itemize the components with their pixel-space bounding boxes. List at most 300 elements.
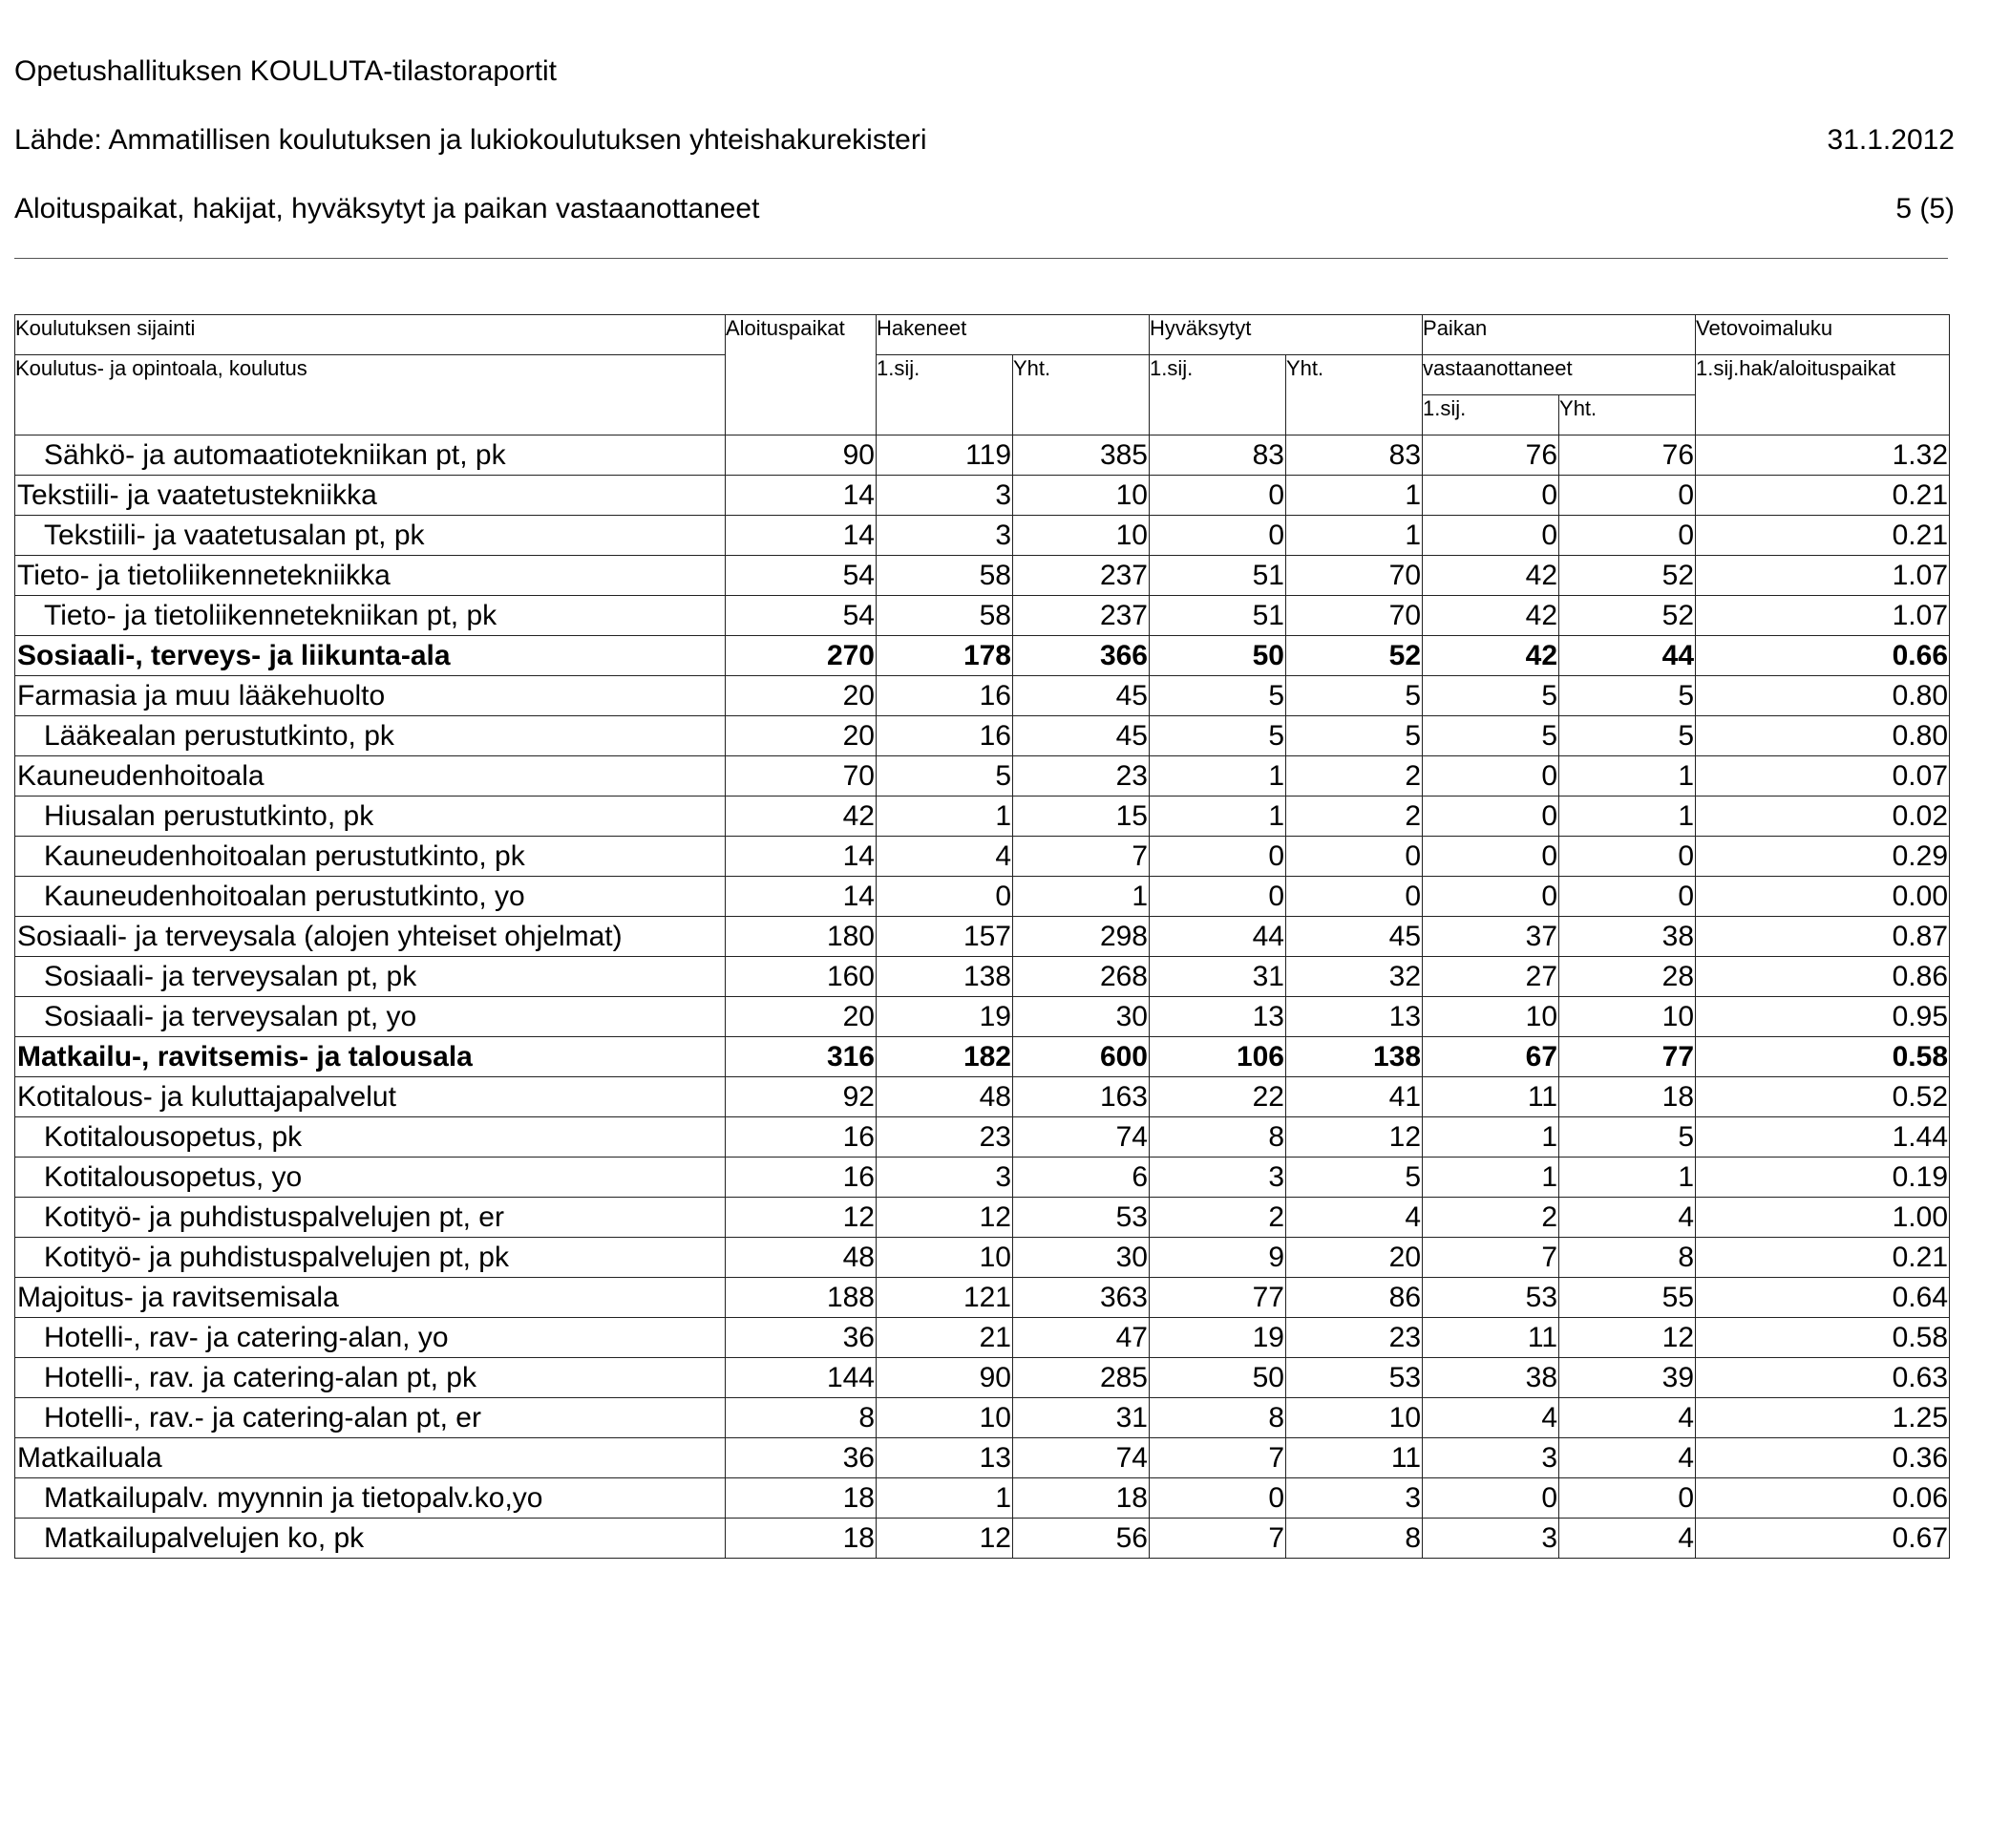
cell-received-total: 76 — [1559, 435, 1696, 476]
cell-starting-places: 14 — [726, 837, 877, 877]
row-label: Majoitus- ja ravitsemisala — [15, 1278, 726, 1318]
cell-received-first: 38 — [1423, 1358, 1559, 1398]
header-divider — [14, 258, 1948, 259]
cell-applicants-total: 18 — [1013, 1478, 1150, 1519]
cell-accepted-first: 83 — [1150, 435, 1286, 476]
cell-received-total: 12 — [1559, 1318, 1696, 1358]
cell-received-first: 5 — [1423, 716, 1559, 756]
cell-attraction: 0.58 — [1696, 1037, 1950, 1077]
cell-applicants-first: 16 — [877, 716, 1013, 756]
cell-starting-places: 160 — [726, 957, 877, 997]
row-label: Matkailuala — [15, 1438, 726, 1478]
cell-applicants-first: 157 — [877, 917, 1013, 957]
col-received-first-header: 1.sij. — [1423, 395, 1559, 435]
cell-accepted-first: 3 — [1150, 1158, 1286, 1198]
table-row — [15, 435, 1950, 476]
cell-received-first: 67 — [1423, 1037, 1559, 1077]
cell-attraction: 0.67 — [1696, 1519, 1950, 1559]
cell-applicants-first: 23 — [877, 1117, 1013, 1158]
cell-applicants-first: 182 — [877, 1037, 1013, 1077]
cell-starting-places: 20 — [726, 716, 877, 756]
cell-accepted-total: 23 — [1286, 1318, 1423, 1358]
table-row — [15, 636, 1950, 676]
row-label: Sosiaali-, terveys- ja liikunta-ala — [15, 636, 726, 676]
row-label: Kotityö- ja puhdistuspalvelujen pt, pk — [15, 1238, 726, 1278]
cell-applicants-total: 10 — [1013, 476, 1150, 516]
cell-accepted-first: 77 — [1150, 1278, 1286, 1318]
table-row — [15, 1318, 1950, 1358]
table-row — [15, 1238, 1950, 1278]
cell-received-total: 4 — [1559, 1198, 1696, 1238]
cell-accepted-total: 138 — [1286, 1037, 1423, 1077]
table-row — [15, 676, 1950, 716]
cell-accepted-total: 2 — [1286, 797, 1423, 837]
cell-attraction: 0.80 — [1696, 676, 1950, 716]
cell-accepted-total: 13 — [1286, 997, 1423, 1037]
cell-received-total: 5 — [1559, 676, 1696, 716]
cell-starting-places: 20 — [726, 997, 877, 1037]
cell-applicants-total: 45 — [1013, 676, 1150, 716]
page-number: 5 (5) — [1895, 193, 1955, 224]
cell-received-first: 0 — [1423, 516, 1559, 556]
cell-applicants-first: 12 — [877, 1198, 1013, 1238]
cell-applicants-total: 6 — [1013, 1158, 1150, 1198]
cell-accepted-first: 9 — [1150, 1238, 1286, 1278]
cell-received-first: 3 — [1423, 1438, 1559, 1478]
cell-received-total: 18 — [1559, 1077, 1696, 1117]
col-accepted-header: Hyväksytyt — [1150, 315, 1423, 355]
cell-accepted-first: 51 — [1150, 596, 1286, 636]
table-row — [15, 716, 1950, 756]
cell-starting-places: 12 — [726, 1198, 877, 1238]
cell-accepted-first: 7 — [1150, 1438, 1286, 1478]
cell-attraction: 0.21 — [1696, 516, 1950, 556]
cell-accepted-total: 5 — [1286, 716, 1423, 756]
cell-accepted-total: 86 — [1286, 1278, 1423, 1318]
cell-accepted-first: 2 — [1150, 1198, 1286, 1238]
cell-received-total: 77 — [1559, 1037, 1696, 1077]
table-row — [15, 997, 1950, 1037]
cell-applicants-first: 121 — [877, 1278, 1013, 1318]
row-label: Kauneudenhoitoalan perustutkinto, pk — [15, 837, 726, 877]
row-label: Kotitalous- ja kuluttajapalvelut — [15, 1077, 726, 1117]
cell-received-first: 42 — [1423, 636, 1559, 676]
cell-attraction: 0.19 — [1696, 1158, 1950, 1198]
cell-accepted-first: 5 — [1150, 716, 1286, 756]
cell-received-first: 1 — [1423, 1117, 1559, 1158]
cell-starting-places: 14 — [726, 877, 877, 917]
cell-starting-places: 70 — [726, 756, 877, 797]
cell-accepted-total: 2 — [1286, 756, 1423, 797]
table-row — [15, 1117, 1950, 1158]
data-source: Lähde: Ammatillisen koulutuksen ja lukiokoulutuksen yhteishakurekisteri — [14, 124, 927, 156]
cell-applicants-first: 3 — [877, 476, 1013, 516]
cell-applicants-first: 3 — [877, 1158, 1013, 1198]
table-row — [15, 797, 1950, 837]
cell-received-first: 5 — [1423, 676, 1559, 716]
cell-applicants-first: 119 — [877, 435, 1013, 476]
cell-attraction: 0.36 — [1696, 1438, 1950, 1478]
cell-accepted-total: 70 — [1286, 596, 1423, 636]
cell-accepted-total: 41 — [1286, 1077, 1423, 1117]
row-label: Kauneudenhoitoala — [15, 756, 726, 797]
row-label: Kotitalousopetus, yo — [15, 1158, 726, 1198]
cell-applicants-total: 298 — [1013, 917, 1150, 957]
cell-attraction: 0.95 — [1696, 997, 1950, 1037]
cell-applicants-first: 58 — [877, 596, 1013, 636]
row-label: Tieto- ja tietoliikennetekniikka — [15, 556, 726, 596]
cell-accepted-first: 50 — [1150, 1358, 1286, 1398]
cell-applicants-first: 16 — [877, 676, 1013, 716]
col-applicants-first-header: 1.sij. — [877, 355, 1013, 435]
cell-attraction: 1.00 — [1696, 1198, 1950, 1238]
cell-starting-places: 42 — [726, 797, 877, 837]
cell-received-total: 0 — [1559, 877, 1696, 917]
cell-received-total: 52 — [1559, 556, 1696, 596]
cell-accepted-first: 106 — [1150, 1037, 1286, 1077]
cell-starting-places: 14 — [726, 516, 877, 556]
cell-attraction: 1.32 — [1696, 435, 1950, 476]
cell-accepted-first: 8 — [1150, 1117, 1286, 1158]
row-label: Tieto- ja tietoliikennetekniikan pt, pk — [15, 596, 726, 636]
cell-accepted-total: 8 — [1286, 1519, 1423, 1559]
cell-attraction: 0.07 — [1696, 756, 1950, 797]
cell-applicants-first: 19 — [877, 997, 1013, 1037]
cell-accepted-total: 20 — [1286, 1238, 1423, 1278]
row-label: Matkailupalv. myynnin ja tietopalv.ko,yo — [15, 1478, 726, 1519]
cell-starting-places: 8 — [726, 1398, 877, 1438]
cell-attraction: 0.86 — [1696, 957, 1950, 997]
table-row — [15, 1438, 1950, 1478]
table-row — [15, 957, 1950, 997]
cell-accepted-total: 5 — [1286, 1158, 1423, 1198]
cell-applicants-total: 74 — [1013, 1438, 1150, 1478]
row-label: Matkailupalvelujen ko, pk — [15, 1519, 726, 1559]
row-label: Hotelli-, rav- ja catering-alan, yo — [15, 1318, 726, 1358]
cell-attraction: 0.63 — [1696, 1358, 1950, 1398]
table-row — [15, 917, 1950, 957]
cell-received-first: 42 — [1423, 596, 1559, 636]
cell-accepted-first: 22 — [1150, 1077, 1286, 1117]
cell-applicants-first: 3 — [877, 516, 1013, 556]
cell-applicants-first: 0 — [877, 877, 1013, 917]
table-row — [15, 877, 1950, 917]
cell-applicants-total: 23 — [1013, 756, 1150, 797]
cell-starting-places: 188 — [726, 1278, 877, 1318]
row-label: Tekstiili- ja vaatetustekniikka — [15, 476, 726, 516]
cell-applicants-total: 30 — [1013, 997, 1150, 1037]
cell-received-total: 4 — [1559, 1438, 1696, 1478]
col-accepted-first-header: 1.sij. — [1150, 355, 1286, 435]
cell-attraction: 0.64 — [1696, 1278, 1950, 1318]
row-label: Hiusalan perustutkinto, pk — [15, 797, 726, 837]
cell-received-first: 10 — [1423, 997, 1559, 1037]
cell-received-total: 5 — [1559, 716, 1696, 756]
cell-applicants-first: 10 — [877, 1398, 1013, 1438]
table-row — [15, 1037, 1950, 1077]
cell-applicants-total: 1 — [1013, 877, 1150, 917]
cell-received-total: 4 — [1559, 1519, 1696, 1559]
cell-received-first: 76 — [1423, 435, 1559, 476]
cell-starting-places: 316 — [726, 1037, 877, 1077]
cell-received-total: 0 — [1559, 837, 1696, 877]
cell-received-total: 5 — [1559, 1117, 1696, 1158]
cell-starting-places: 18 — [726, 1478, 877, 1519]
row-label: Sosiaali- ja terveysalan pt, pk — [15, 957, 726, 997]
col-place-header: Paikan — [1423, 315, 1696, 355]
cell-received-first: 7 — [1423, 1238, 1559, 1278]
cell-applicants-total: 237 — [1013, 556, 1150, 596]
cell-received-total: 39 — [1559, 1358, 1696, 1398]
cell-accepted-first: 44 — [1150, 917, 1286, 957]
cell-attraction: 1.25 — [1696, 1398, 1950, 1438]
cell-attraction: 0.87 — [1696, 917, 1950, 957]
cell-applicants-first: 5 — [877, 756, 1013, 797]
cell-accepted-first: 19 — [1150, 1318, 1286, 1358]
table-row — [15, 1358, 1950, 1398]
cell-accepted-total: 83 — [1286, 435, 1423, 476]
report-subtitle: Aloituspaikat, hakijat, hyväksytyt ja paikan vastaanottaneet — [14, 193, 760, 224]
cell-received-total: 8 — [1559, 1238, 1696, 1278]
cell-received-first: 4 — [1423, 1398, 1559, 1438]
report-title: Opetushallituksen KOULUTA-tilastoraportit — [14, 55, 558, 87]
cell-applicants-first: 1 — [877, 1478, 1013, 1519]
cell-received-total: 0 — [1559, 1478, 1696, 1519]
col-accepted-total-header: Yht. — [1286, 355, 1423, 435]
table-body — [15, 435, 1950, 1559]
table-header — [15, 315, 1950, 435]
cell-attraction: 0.52 — [1696, 1077, 1950, 1117]
row-label: Sosiaali- ja terveysalan pt, yo — [15, 997, 726, 1037]
cell-received-first: 0 — [1423, 877, 1559, 917]
table-row — [15, 556, 1950, 596]
cell-applicants-total: 10 — [1013, 516, 1150, 556]
table-row — [15, 1478, 1950, 1519]
cell-accepted-total: 45 — [1286, 917, 1423, 957]
cell-applicants-total: 53 — [1013, 1198, 1150, 1238]
cell-applicants-total: 163 — [1013, 1077, 1150, 1117]
cell-applicants-total: 74 — [1013, 1117, 1150, 1158]
cell-attraction: 0.80 — [1696, 716, 1950, 756]
cell-applicants-first: 10 — [877, 1238, 1013, 1278]
row-label: Kauneudenhoitoalan perustutkinto, yo — [15, 877, 726, 917]
cell-applicants-total: 600 — [1013, 1037, 1150, 1077]
cell-accepted-total: 1 — [1286, 476, 1423, 516]
row-label: Farmasia ja muu lääkehuolto — [15, 676, 726, 716]
table-row — [15, 1278, 1950, 1318]
cell-applicants-first: 48 — [877, 1077, 1013, 1117]
cell-accepted-first: 13 — [1150, 997, 1286, 1037]
cell-applicants-total: 385 — [1013, 435, 1150, 476]
cell-accepted-total: 70 — [1286, 556, 1423, 596]
row-label: Matkailu-, ravitsemis- ja talousala — [15, 1037, 726, 1077]
statistics-table — [14, 314, 1950, 1559]
cell-applicants-total: 366 — [1013, 636, 1150, 676]
cell-accepted-total: 0 — [1286, 877, 1423, 917]
cell-accepted-total: 32 — [1286, 957, 1423, 997]
cell-received-first: 37 — [1423, 917, 1559, 957]
cell-starting-places: 48 — [726, 1238, 877, 1278]
cell-attraction: 0.06 — [1696, 1478, 1950, 1519]
cell-starting-places: 180 — [726, 917, 877, 957]
cell-starting-places: 18 — [726, 1519, 877, 1559]
cell-starting-places: 16 — [726, 1158, 877, 1198]
report-date: 31.1.2012 — [1827, 124, 1955, 156]
cell-accepted-total: 1 — [1286, 516, 1423, 556]
table-row — [15, 596, 1950, 636]
cell-applicants-total: 15 — [1013, 797, 1150, 837]
cell-starting-places: 36 — [726, 1438, 877, 1478]
cell-applicants-total: 285 — [1013, 1358, 1150, 1398]
cell-accepted-total: 53 — [1286, 1358, 1423, 1398]
row-label: Kotityö- ja puhdistuspalvelujen pt, er — [15, 1198, 726, 1238]
cell-accepted-first: 0 — [1150, 1478, 1286, 1519]
cell-applicants-first: 4 — [877, 837, 1013, 877]
cell-applicants-total: 237 — [1013, 596, 1150, 636]
col-starting-places-header: Aloituspaikat — [726, 315, 877, 435]
cell-attraction: 1.07 — [1696, 596, 1950, 636]
cell-attraction: 0.29 — [1696, 837, 1950, 877]
cell-received-total: 44 — [1559, 636, 1696, 676]
cell-attraction: 1.44 — [1696, 1117, 1950, 1158]
cell-starting-places: 54 — [726, 596, 877, 636]
cell-applicants-first: 58 — [877, 556, 1013, 596]
cell-received-total: 1 — [1559, 1158, 1696, 1198]
cell-received-first: 0 — [1423, 797, 1559, 837]
cell-accepted-total: 4 — [1286, 1198, 1423, 1238]
row-label: Tekstiili- ja vaatetusalan pt, pk — [15, 516, 726, 556]
cell-accepted-first: 50 — [1150, 636, 1286, 676]
col-applicants-header: Hakeneet — [877, 315, 1150, 355]
cell-received-first: 2 — [1423, 1198, 1559, 1238]
cell-accepted-total: 3 — [1286, 1478, 1423, 1519]
cell-received-first: 42 — [1423, 556, 1559, 596]
cell-applicants-first: 138 — [877, 957, 1013, 997]
cell-starting-places: 16 — [726, 1117, 877, 1158]
cell-received-total: 0 — [1559, 516, 1696, 556]
cell-received-first: 0 — [1423, 1478, 1559, 1519]
cell-starting-places: 144 — [726, 1358, 877, 1398]
cell-accepted-first: 1 — [1150, 756, 1286, 797]
cell-received-first: 0 — [1423, 837, 1559, 877]
cell-accepted-first: 0 — [1150, 516, 1286, 556]
row-label: Lääkealan perustutkinto, pk — [15, 716, 726, 756]
cell-received-total: 4 — [1559, 1398, 1696, 1438]
cell-starting-places: 20 — [726, 676, 877, 716]
cell-applicants-total: 47 — [1013, 1318, 1150, 1358]
cell-accepted-first: 0 — [1150, 476, 1286, 516]
cell-starting-places: 14 — [726, 476, 877, 516]
cell-starting-places: 92 — [726, 1077, 877, 1117]
cell-accepted-total: 11 — [1286, 1438, 1423, 1478]
cell-received-total: 28 — [1559, 957, 1696, 997]
cell-received-total: 1 — [1559, 797, 1696, 837]
cell-received-first: 0 — [1423, 756, 1559, 797]
cell-starting-places: 270 — [726, 636, 877, 676]
cell-received-total: 10 — [1559, 997, 1696, 1037]
table-row — [15, 837, 1950, 877]
row-label: Kotitalousopetus, pk — [15, 1117, 726, 1158]
cell-attraction: 0.02 — [1696, 797, 1950, 837]
table-row — [15, 1198, 1950, 1238]
cell-received-first: 3 — [1423, 1519, 1559, 1559]
cell-accepted-total: 12 — [1286, 1117, 1423, 1158]
cell-attraction: 1.07 — [1696, 556, 1950, 596]
col-location-header: Koulutuksen sijainti — [15, 315, 726, 355]
cell-attraction: 0.21 — [1696, 1238, 1950, 1278]
cell-starting-places: 54 — [726, 556, 877, 596]
table-row — [15, 1077, 1950, 1117]
cell-applicants-total: 363 — [1013, 1278, 1150, 1318]
cell-accepted-first: 31 — [1150, 957, 1286, 997]
cell-received-total: 1 — [1559, 756, 1696, 797]
cell-received-first: 11 — [1423, 1077, 1559, 1117]
cell-applicants-total: 268 — [1013, 957, 1150, 997]
cell-received-total: 38 — [1559, 917, 1696, 957]
cell-accepted-first: 5 — [1150, 676, 1286, 716]
col-attraction-header: Vetovoimaluku — [1696, 315, 1950, 355]
cell-accepted-first: 51 — [1150, 556, 1286, 596]
cell-accepted-total: 0 — [1286, 837, 1423, 877]
cell-attraction: 0.21 — [1696, 476, 1950, 516]
cell-received-total: 55 — [1559, 1278, 1696, 1318]
cell-applicants-total: 56 — [1013, 1519, 1150, 1559]
table-row — [15, 476, 1950, 516]
cell-received-first: 0 — [1423, 476, 1559, 516]
col-attraction-sub-header: 1.sij.hak/aloituspaikat — [1696, 355, 1950, 435]
cell-applicants-total: 45 — [1013, 716, 1150, 756]
cell-received-first: 53 — [1423, 1278, 1559, 1318]
cell-received-total: 0 — [1559, 476, 1696, 516]
cell-starting-places: 36 — [726, 1318, 877, 1358]
cell-applicants-first: 21 — [877, 1318, 1013, 1358]
cell-starting-places: 90 — [726, 435, 877, 476]
col-received-total-header: Yht. — [1559, 395, 1696, 435]
cell-received-first: 1 — [1423, 1158, 1559, 1198]
cell-applicants-first: 12 — [877, 1519, 1013, 1559]
cell-accepted-first: 0 — [1150, 837, 1286, 877]
table-row — [15, 756, 1950, 797]
cell-applicants-first: 90 — [877, 1358, 1013, 1398]
row-label: Sähkö- ja automaatiotekniikan pt, pk — [15, 435, 726, 476]
cell-received-first: 27 — [1423, 957, 1559, 997]
cell-accepted-first: 0 — [1150, 877, 1286, 917]
row-label: Hotelli-, rav. ja catering-alan pt, pk — [15, 1358, 726, 1398]
cell-accepted-first: 7 — [1150, 1519, 1286, 1559]
table-row — [15, 1158, 1950, 1198]
cell-applicants-first: 1 — [877, 797, 1013, 837]
cell-received-total: 52 — [1559, 596, 1696, 636]
row-label: Hotelli-, rav.- ja catering-alan pt, er — [15, 1398, 726, 1438]
table-row — [15, 1398, 1950, 1438]
cell-applicants-total: 31 — [1013, 1398, 1150, 1438]
col-field-header: Koulutus- ja opintoala, koulutus — [15, 355, 726, 435]
row-label: Sosiaali- ja terveysala (alojen yhteiset ohjelmat) — [15, 917, 726, 957]
cell-applicants-first: 178 — [877, 636, 1013, 676]
cell-attraction: 0.66 — [1696, 636, 1950, 676]
table-row — [15, 1519, 1950, 1559]
cell-attraction: 0.00 — [1696, 877, 1950, 917]
table-row — [15, 516, 1950, 556]
cell-accepted-first: 8 — [1150, 1398, 1286, 1438]
cell-received-first: 11 — [1423, 1318, 1559, 1358]
cell-attraction: 0.58 — [1696, 1318, 1950, 1358]
cell-accepted-first: 1 — [1150, 797, 1286, 837]
cell-accepted-total: 5 — [1286, 676, 1423, 716]
col-received-header: vastaanottaneet — [1423, 355, 1696, 395]
cell-accepted-total: 10 — [1286, 1398, 1423, 1438]
cell-accepted-total: 52 — [1286, 636, 1423, 676]
